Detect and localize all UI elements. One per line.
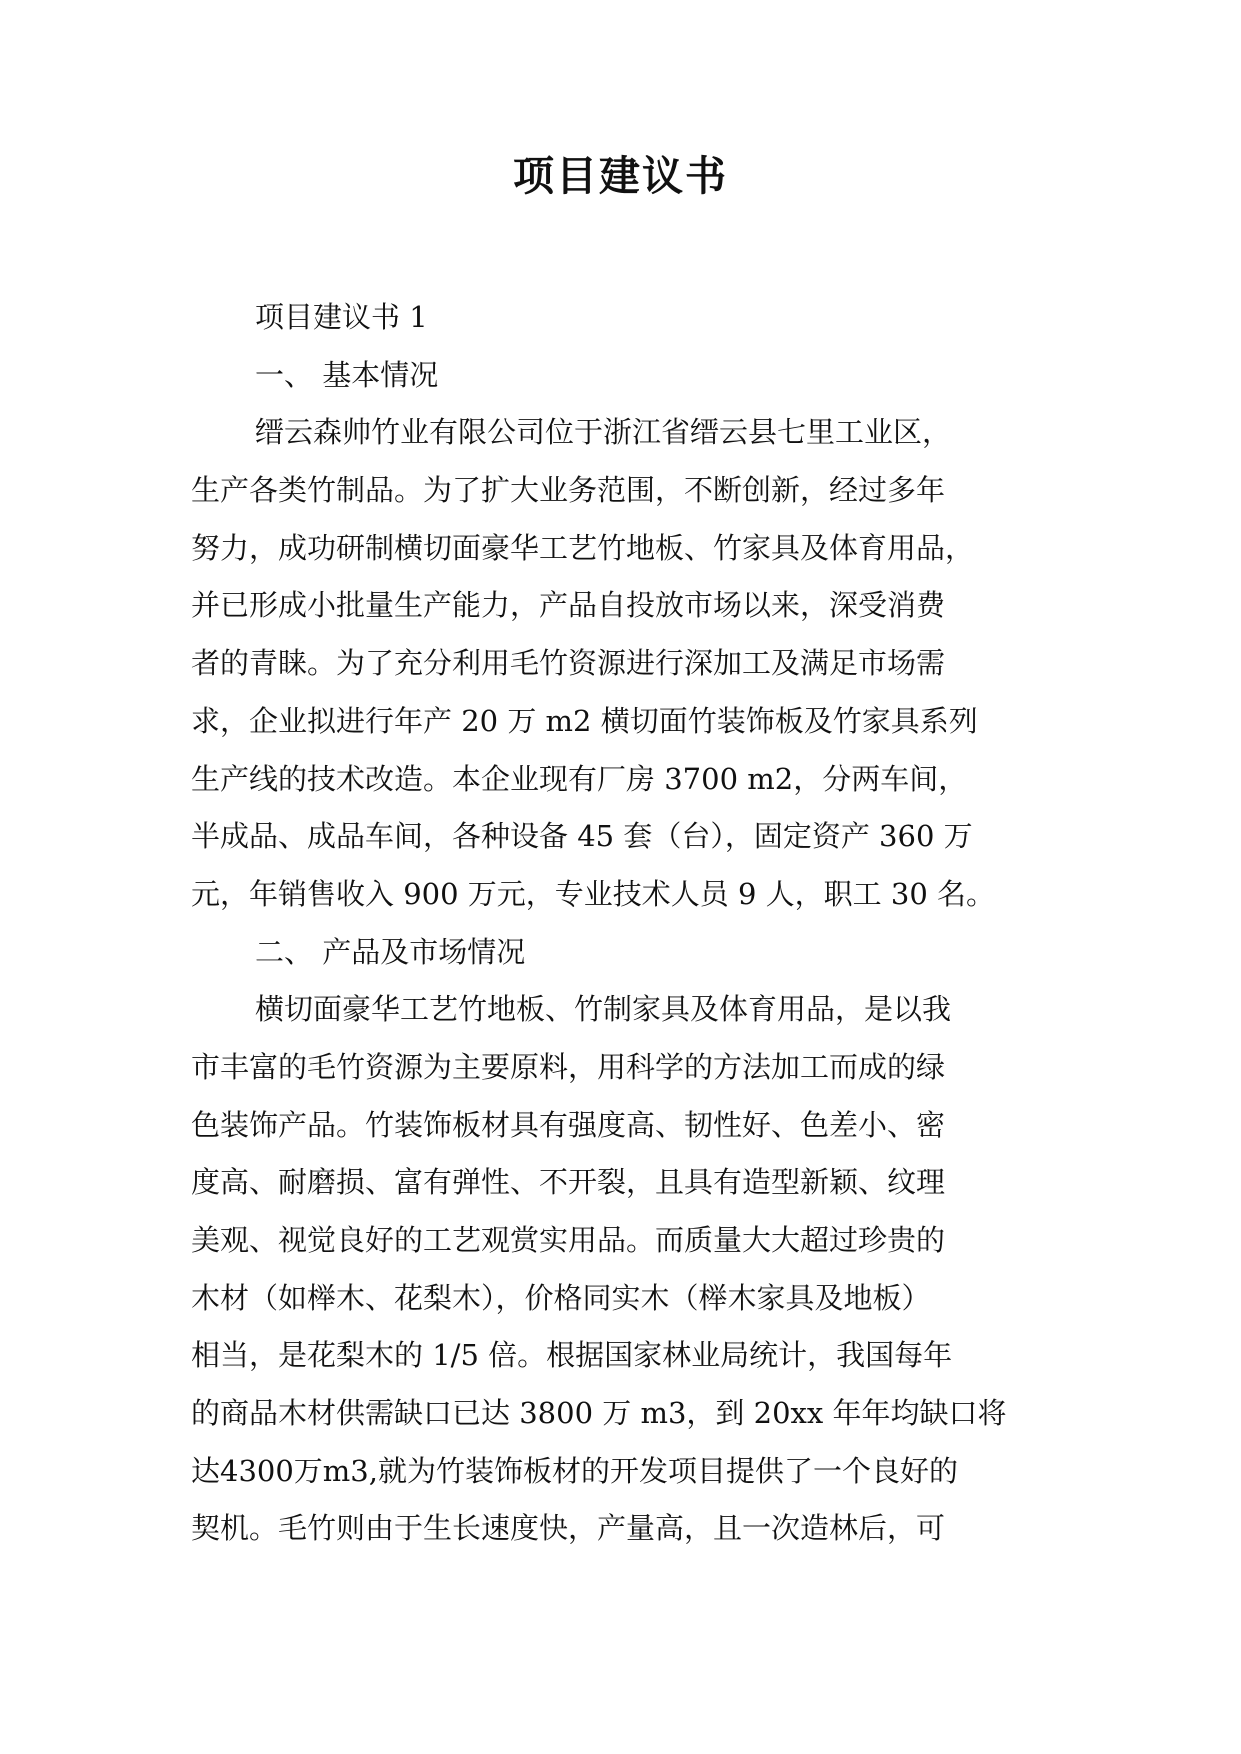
paragraph-line: 美观、视觉良好的工艺观赏实用品。而质量大大超过珍贵的	[191, 1223, 946, 1257]
paragraph-line: 的商品木材供需缺口已达 3800 万 m3，到 20xx 年年均缺口将	[191, 1396, 1007, 1431]
paragraph-line: 达4300万m3,就为竹装饰板材的开发项目提供了一个良好的	[191, 1453, 958, 1488]
document-subtitle: 项目建议书 1	[255, 300, 428, 334]
paragraph-line: 度高、耐磨损、富有弹性、不开裂，且具有造型新颖、纹理	[191, 1165, 946, 1200]
section-heading-basic-info: 一、 基本情况	[255, 357, 439, 392]
paragraph-line: 色装饰产品。竹装饰板材具有强度高、韧性好、色差小、密	[191, 1107, 946, 1142]
document-title: 项目建议书	[513, 152, 728, 200]
paragraph-line: 市丰富的毛竹资源为主要原料，用科学的方法加工而成的绿	[191, 1049, 946, 1084]
paragraph-line: 并已形成小批量生产能力，产品自投放市场以来，深受消费	[191, 588, 946, 623]
paragraph-line: 元，年销售收入 900 万元，专业技术人员 9 人，职工 30 名。	[191, 876, 996, 911]
paragraph-line: 生产各类竹制品。为了扩大业务范围，不断创新，经过多年	[191, 473, 946, 508]
section-heading-products-market: 二、 产品及市场情况	[255, 934, 526, 969]
paragraph-line: 相当，是花梨木的 1/5 倍。根据国家林业局统计，我国每年	[191, 1338, 953, 1373]
paragraph-line: 努力，成功研制横切面豪华工艺竹地板、竹家具及体育用品，	[191, 530, 975, 565]
paragraph-line: 横切面豪华工艺竹地板、竹制家具及体育用品，是以我	[255, 992, 952, 1027]
paragraph-line: 木材（如榉木、花梨木），价格同实木（榉木家具及地板）	[191, 1280, 931, 1315]
document-body	[191, 289, 1057, 1558]
paragraph-line: 缙云森帅竹业有限公司位于浙江省缙云县七里工业区，	[255, 415, 952, 450]
paragraph-line: 契机。毛竹则由于生长速度快，产量高，且一次造林后，可	[191, 1511, 946, 1546]
paragraph-line: 半成品、成品车间，各种设备 45 套（台），固定资产 360 万	[191, 819, 973, 854]
paragraph-line: 者的青睐。为了充分利用毛竹资源进行深加工及满足市场需	[191, 646, 946, 681]
paragraph-line: 生产线的技术改造。本企业现有厂房 3700 m2，分两车间，	[191, 761, 968, 796]
paragraph-line: 求，企业拟进行年产 20 万 m2 横切面竹装饰板及竹家具系列	[191, 703, 978, 738]
